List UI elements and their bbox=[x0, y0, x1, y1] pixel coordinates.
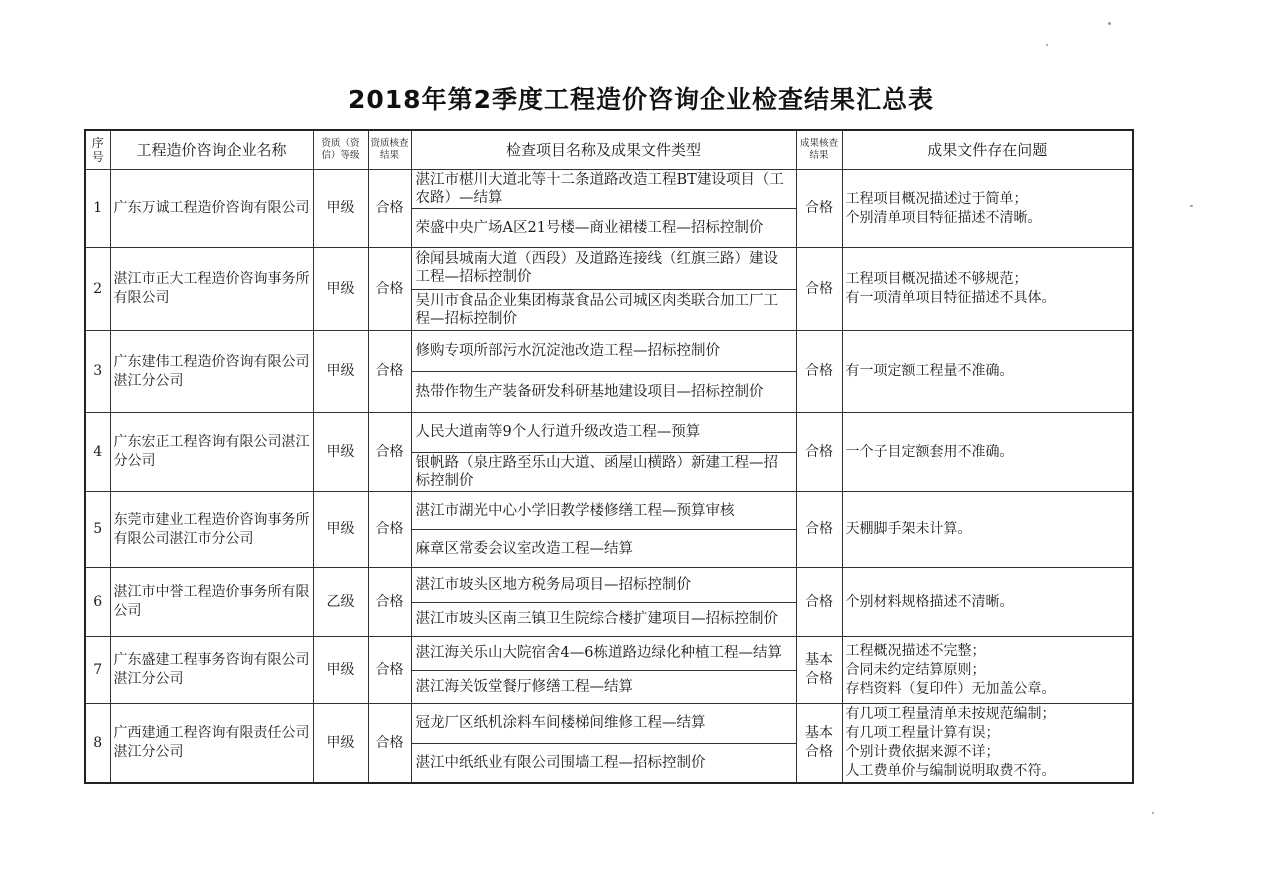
result-verdict-text: 合格 bbox=[804, 363, 833, 379]
company-name: 广东建伟工程造价咨询有限公司湛江分公司 bbox=[110, 331, 313, 413]
table-row bbox=[85, 704, 1133, 784]
issue-item: 个别计费依据来源不详； bbox=[845, 744, 1000, 760]
result-verdict bbox=[796, 248, 842, 331]
header-project: 检查项目名称及成果文件类型 bbox=[411, 130, 796, 170]
row-seq: 5 bbox=[85, 492, 110, 568]
qualification-result: 合格 bbox=[368, 248, 411, 331]
table-row bbox=[85, 568, 1133, 637]
header-company: 工程造价咨询企业名称 bbox=[110, 130, 313, 170]
project-item: 人民大道南等9个人行道升级改造工程—预算 bbox=[415, 424, 701, 441]
table-row bbox=[85, 248, 1133, 331]
project-item: 热带作物生产装备研发科研基地建设项目—招标控制价 bbox=[412, 371, 796, 412]
header-issues: 成果文件存在问题 bbox=[842, 130, 1133, 170]
project-list bbox=[411, 637, 796, 704]
issue-item: 工程项目概况描述过于简单； bbox=[845, 190, 1028, 207]
project-item: 湛江市坡头区南三镇卫生院综合楼扩建项目—招标控制价 bbox=[412, 602, 796, 637]
project-list bbox=[411, 170, 796, 248]
issue-item: 有几项工程量清单未按规范编制； bbox=[845, 706, 1056, 722]
row-seq: 1 bbox=[85, 170, 110, 248]
issue-item: 个别清单项目特征描述不清晰。 bbox=[845, 209, 1042, 226]
result-verdict bbox=[796, 331, 842, 413]
project-item: 湛江海关乐山大院宿舍4—6栋道路边绿化种植工程—结算 bbox=[415, 645, 782, 662]
issue-list bbox=[842, 413, 1133, 492]
project-list bbox=[411, 331, 796, 413]
qualification-result: 合格 bbox=[368, 331, 411, 413]
project-list bbox=[411, 568, 796, 637]
row-seq: 6 bbox=[85, 568, 110, 637]
company-name: 广东盛建工程事务咨询有限公司湛江分公司 bbox=[110, 637, 313, 704]
scan-speck bbox=[1190, 205, 1193, 207]
table-row bbox=[85, 637, 1133, 704]
issue-list bbox=[842, 248, 1133, 331]
issue-list bbox=[842, 568, 1133, 637]
issue-item: 合同未约定结算原则； bbox=[845, 661, 986, 678]
company-name: 湛江市中誉工程造价事务所有限公司 bbox=[110, 568, 313, 637]
issue-item: 一个子目定额套用不准确。 bbox=[845, 443, 1014, 460]
company-name: 湛江市正大工程造价咨询事务所有限公司 bbox=[110, 248, 313, 331]
project-list bbox=[411, 704, 796, 784]
qualification-result: 合格 bbox=[368, 637, 411, 704]
project-list-box bbox=[412, 492, 796, 567]
header-seq: 序号 bbox=[85, 130, 110, 170]
row-seq: 7 bbox=[85, 637, 110, 704]
issue-item: 工程项目概况描述不够规范； bbox=[845, 271, 1028, 287]
row-seq: 4 bbox=[85, 413, 110, 492]
result-verdict bbox=[796, 492, 842, 568]
result-verdict bbox=[796, 704, 842, 784]
result-verdict-text: 基本合格 bbox=[804, 652, 833, 687]
project-item: 湛江海关饭堂餐厅修缮工程—结算 bbox=[412, 670, 796, 704]
issue-list bbox=[842, 704, 1133, 784]
issue-item: 工程概况描述不完整； bbox=[845, 642, 986, 659]
header-qual-check: 资质核查结果 bbox=[368, 130, 411, 170]
qualification-grade: 乙级 bbox=[313, 568, 368, 637]
project-item: 湛江市椹川大道北等十二条道路改造工程BT建设项目（工农路）—结算 bbox=[415, 172, 784, 206]
qualification-result: 合格 bbox=[368, 170, 411, 248]
result-verdict bbox=[796, 637, 842, 704]
project-list-box bbox=[412, 704, 796, 782]
header-grade: 资质（资信）等级 bbox=[313, 130, 368, 170]
result-verdict-text: 合格 bbox=[804, 200, 833, 216]
project-item: 修购专项所部污水沉淀池改造工程—招标控制价 bbox=[415, 343, 720, 359]
project-list-box bbox=[412, 170, 796, 247]
project-item: 徐闻县城南大道（西段）及道路连接线（红旗三路）建设工程—招标控制价 bbox=[415, 251, 778, 286]
project-list-box bbox=[412, 413, 796, 491]
table-row bbox=[85, 492, 1133, 568]
qualification-result: 合格 bbox=[368, 704, 411, 784]
project-list-box bbox=[412, 248, 796, 330]
scan-speck bbox=[1108, 22, 1111, 25]
qualification-grade: 甲级 bbox=[313, 248, 368, 331]
row-seq: 8 bbox=[85, 704, 110, 784]
issue-item: 有几项工程量计算有误； bbox=[845, 725, 1000, 741]
issue-item: 个别材料规格描述不清晰。 bbox=[845, 593, 1014, 610]
table-row bbox=[85, 170, 1133, 248]
result-verdict-text: 合格 bbox=[804, 443, 833, 460]
company-name: 东莞市建业工程造价咨询事务所有限公司湛江市分公司 bbox=[110, 492, 313, 568]
issue-item: 有一项清单项目特征描述不具体。 bbox=[845, 290, 1056, 306]
issue-item: 天棚脚手架未计算。 bbox=[845, 521, 972, 537]
header-row bbox=[85, 130, 1133, 170]
result-verdict bbox=[796, 413, 842, 492]
project-list-box bbox=[412, 637, 796, 703]
project-list bbox=[411, 492, 796, 568]
qualification-grade: 甲级 bbox=[313, 704, 368, 784]
company-name: 广东万诚工程造价咨询有限公司 bbox=[110, 170, 313, 248]
issue-list bbox=[842, 637, 1133, 704]
qualification-result: 合格 bbox=[368, 492, 411, 568]
project-list-box bbox=[412, 331, 796, 412]
project-item: 湛江市湖光中心小学旧教学楼修缮工程—预算审核 bbox=[415, 502, 735, 519]
result-verdict-text: 合格 bbox=[804, 280, 833, 297]
result-verdict-text: 基本合格 bbox=[804, 725, 833, 760]
company-name: 广西建通工程咨询有限责任公司湛江分公司 bbox=[110, 704, 313, 784]
row-seq: 2 bbox=[85, 248, 110, 331]
project-list-box bbox=[412, 568, 796, 636]
qualification-grade: 甲级 bbox=[313, 331, 368, 413]
project-item: 吴川市食品企业集团梅菉食品公司城区肉类联合加工厂工程—招标控制价 bbox=[412, 289, 796, 331]
project-item: 湛江中纸纸业有限公司围墙工程—招标控制价 bbox=[412, 743, 796, 783]
result-verdict bbox=[796, 568, 842, 637]
project-item: 荣盛中央广场A区21号楼—商业裙楼工程—招标控制价 bbox=[412, 208, 796, 247]
issue-list bbox=[842, 170, 1133, 248]
qualification-grade: 甲级 bbox=[313, 413, 368, 492]
project-item: 冠龙厂区纸机涂料车间楼梯间维修工程—结算 bbox=[415, 715, 706, 732]
qualification-result: 合格 bbox=[368, 568, 411, 637]
qualification-grade: 甲级 bbox=[313, 492, 368, 568]
scan-speck bbox=[1046, 44, 1048, 46]
result-verdict bbox=[796, 170, 842, 248]
scan-speck bbox=[1152, 812, 1154, 814]
project-item: 银帆路（泉庄路至乐山大道、函屋山横路）新建工程—招标控制价 bbox=[412, 452, 796, 492]
page-title: 2018年第2季度工程造价咨询企业检查结果汇总表 bbox=[348, 85, 934, 114]
row-seq: 3 bbox=[85, 331, 110, 413]
issue-item: 人工费单价与编制说明取费不符。 bbox=[845, 763, 1056, 779]
project-list bbox=[411, 413, 796, 492]
project-item: 湛江市坡头区地方税务局项目—招标控制价 bbox=[415, 576, 691, 593]
qualification-result: 合格 bbox=[368, 413, 411, 492]
result-verdict-text: 合格 bbox=[804, 593, 833, 610]
result-verdict-text: 合格 bbox=[804, 521, 833, 537]
issue-item: 存档资料（复印件）无加盖公章。 bbox=[845, 680, 1056, 697]
issue-list bbox=[842, 331, 1133, 413]
table-row bbox=[85, 331, 1133, 413]
project-list bbox=[411, 248, 796, 331]
qualification-grade: 甲级 bbox=[313, 637, 368, 704]
project-item: 麻章区常委会议室改造工程—结算 bbox=[412, 529, 796, 567]
issue-list bbox=[842, 492, 1133, 568]
header-result-check: 成果核查结果 bbox=[796, 130, 842, 170]
qualification-grade: 甲级 bbox=[313, 170, 368, 248]
issue-item: 有一项定额工程量不准确。 bbox=[845, 363, 1014, 379]
company-name: 广东宏正工程咨询有限公司湛江分公司 bbox=[110, 413, 313, 492]
table-row bbox=[85, 413, 1133, 492]
summary-table bbox=[84, 129, 1134, 784]
